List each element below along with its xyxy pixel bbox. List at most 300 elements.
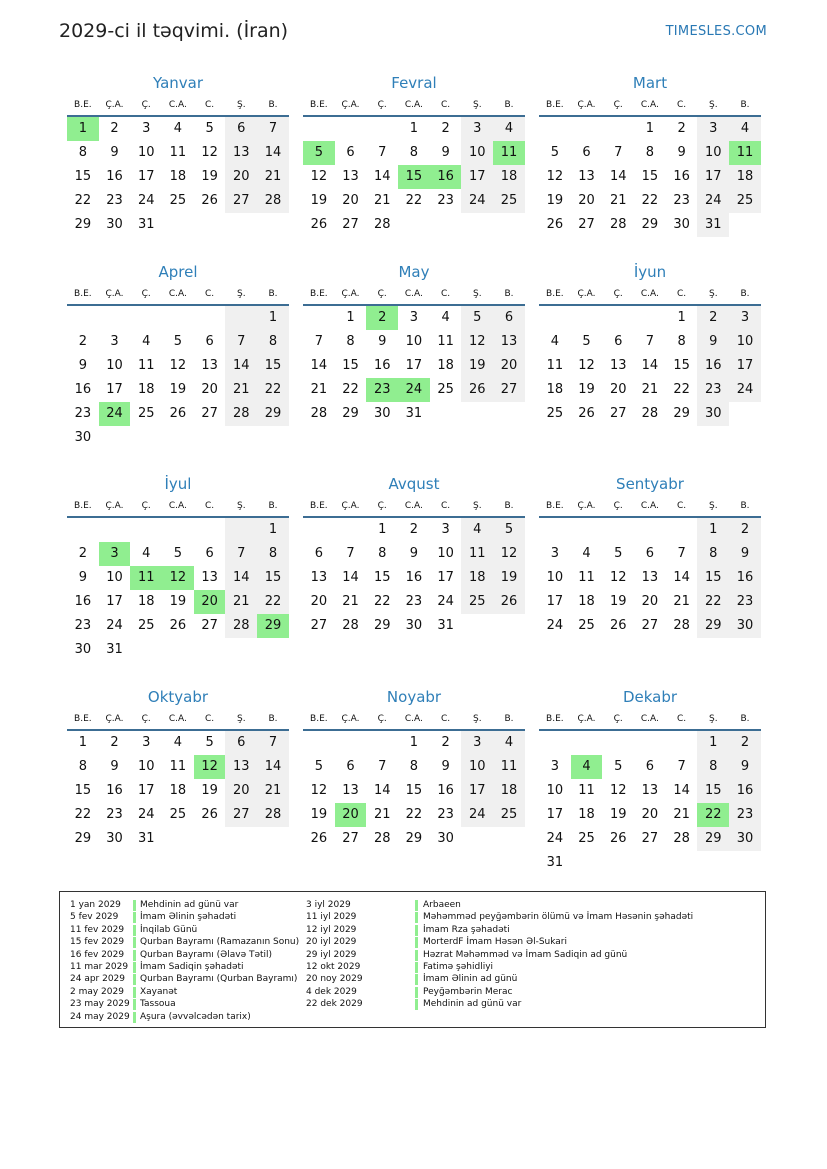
legend-color-bar <box>133 999 136 1010</box>
weekday-label: Ç. <box>613 100 623 110</box>
day-cell: 10 <box>461 141 493 165</box>
legend-row <box>70 936 305 948</box>
day-cell: 12 <box>169 358 187 373</box>
day-cell: 12 <box>609 783 627 798</box>
day-cell: 8 <box>409 145 419 160</box>
day-cell: 9 <box>378 334 387 349</box>
day-cell: 9 <box>78 570 87 585</box>
day-cell: 9 <box>110 145 119 160</box>
day-cell: 28 <box>225 614 257 638</box>
day-cell: 29 <box>697 614 729 638</box>
weekday-label: C. <box>441 100 451 110</box>
weekday-label: Ş. <box>708 501 718 511</box>
day-cell: 4 <box>173 735 183 750</box>
day-cell: 31 <box>137 217 155 232</box>
weekday-label: Ş. <box>472 714 482 724</box>
day-cell: 21 <box>673 807 690 822</box>
day-cell: 6 <box>582 145 591 160</box>
day-cell: 21 <box>257 779 289 803</box>
day-cell: 16 <box>729 566 761 590</box>
day-cell: 8 <box>346 334 355 349</box>
day-cell: 21 <box>310 382 328 397</box>
day-cell: 5 <box>550 145 559 160</box>
weekday-label: Ç.A. <box>341 100 360 110</box>
weekday-label: B.E. <box>74 501 92 511</box>
day-cell: 12 <box>201 145 218 160</box>
day-cell: 22 <box>697 590 729 614</box>
legend-holiday-name: İmam Sadiqin şəhadəti <box>140 961 244 972</box>
legend-row <box>306 899 756 911</box>
day-cell: 4 <box>729 117 761 141</box>
legend-holiday-name: Həzrat Məhəmməd və İmam Sadiqin ad günü <box>423 949 628 960</box>
day-cell: 9 <box>441 759 450 774</box>
weekday-label: B.E. <box>74 714 92 724</box>
weekday-label: Ç. <box>141 714 151 724</box>
day-cell: 3 <box>142 735 151 750</box>
weekday-label: Ç.A. <box>105 100 124 110</box>
legend-holiday-name: İmam Əlinin şəhadəti <box>140 912 237 923</box>
weekday-header <box>67 494 289 518</box>
day-cell: 17 <box>697 165 729 189</box>
day-cell: 20 <box>194 590 226 614</box>
month-name: Fevral <box>391 74 437 92</box>
day-cell: 5 <box>314 759 323 774</box>
weekday-header <box>303 707 525 731</box>
day-cell: 20 <box>493 354 525 378</box>
legend-holiday-name: Aşura (əvvəlcədən tarix) <box>140 1011 251 1022</box>
legend-holiday-name: MorterdF İmam Həsən Əl-Sukari <box>423 937 568 948</box>
day-cell: 24 <box>461 803 493 827</box>
day-cell: 4 <box>461 518 493 542</box>
day-cell: 28 <box>641 406 659 421</box>
month-10 <box>303 687 525 851</box>
day-grid <box>67 117 289 237</box>
day-cell: 4 <box>142 546 151 561</box>
day-cell: 12 <box>493 542 525 566</box>
day-cell: 2 <box>366 306 398 330</box>
day-cell: 29 <box>405 831 423 846</box>
day-cell: 22 <box>74 193 92 208</box>
day-cell: 29 <box>257 614 289 638</box>
month-1 <box>303 73 525 237</box>
day-cell: 10 <box>697 141 729 165</box>
empty-cell <box>634 731 666 755</box>
day-cell: 11 <box>546 358 564 373</box>
legend-holiday-name: Qurban Bayramı (Əlavə Tətil) <box>140 949 273 960</box>
day-cell: 27 <box>310 618 328 633</box>
legend-date: 23 may 2029 <box>70 999 130 1010</box>
weekday-header <box>539 494 761 518</box>
legend-color-bar <box>133 937 136 948</box>
day-cell: 28 <box>673 831 690 846</box>
day-cell: 17 <box>546 807 564 822</box>
day-cell: 15 <box>673 358 690 373</box>
month-name: İyun <box>633 263 667 281</box>
day-cell: 1 <box>78 735 87 750</box>
empty-cell <box>366 117 398 141</box>
day-cell: 24 <box>729 378 761 402</box>
day-cell: 25 <box>578 831 595 846</box>
weekday-label: B. <box>268 289 278 299</box>
day-cell: 13 <box>225 755 257 779</box>
day-cell: 10 <box>106 570 123 585</box>
legend-row <box>306 924 756 936</box>
empty-cell <box>162 518 194 542</box>
legend-row <box>70 973 305 985</box>
day-cell: 2 <box>110 121 119 136</box>
day-cell: 22 <box>74 807 92 822</box>
day-cell: 12 <box>162 566 194 590</box>
day-cell: 20 <box>335 803 367 827</box>
legend-date: 12 okt 2029 <box>306 961 361 972</box>
day-cell: 17 <box>461 165 493 189</box>
day-cell: 3 <box>110 334 119 349</box>
day-cell: 14 <box>225 354 257 378</box>
day-cell: 24 <box>137 807 155 822</box>
day-cell: 26 <box>609 831 627 846</box>
legend-column-right <box>306 899 756 1011</box>
legend-color-bar <box>133 1012 136 1023</box>
empty-cell <box>162 306 194 330</box>
empty-cell <box>366 731 398 755</box>
day-cell: 13 <box>225 141 257 165</box>
legend-color-bar <box>415 925 418 936</box>
day-cell: 5 <box>493 518 525 542</box>
month-name: İyul <box>164 475 192 493</box>
day-cell: 11 <box>493 755 525 779</box>
empty-cell <box>130 518 162 542</box>
day-cell: 10 <box>546 783 564 798</box>
weekday-label: B. <box>740 714 750 724</box>
day-cell: 17 <box>137 169 155 184</box>
legend-holiday-name: Xayanət <box>140 986 178 997</box>
month-name: Mart <box>632 74 668 92</box>
day-cell: 27 <box>578 217 595 232</box>
day-cell: 8 <box>378 546 387 561</box>
weekday-label: B.E. <box>546 501 564 511</box>
weekday-label: C. <box>205 100 215 110</box>
day-cell: 3 <box>99 542 131 566</box>
legend-holiday-name: Mehdinin ad günü var <box>423 999 522 1010</box>
day-cell: 29 <box>257 402 289 426</box>
day-cell: 8 <box>78 759 87 774</box>
day-cell: 26 <box>201 807 218 822</box>
weekday-label: Ç. <box>377 289 387 299</box>
day-cell: 7 <box>677 759 686 774</box>
day-cell: 3 <box>142 121 151 136</box>
legend-color-bar <box>133 900 136 911</box>
day-grid <box>539 731 761 875</box>
day-cell: 14 <box>673 783 690 798</box>
empty-cell <box>571 731 603 755</box>
legend-holiday-name: Tassoua <box>140 999 176 1010</box>
day-cell: 21 <box>257 165 289 189</box>
day-cell: 17 <box>405 358 423 373</box>
day-cell: 1 <box>257 518 289 542</box>
legend-color-bar <box>133 912 136 923</box>
day-cell: 6 <box>645 546 655 561</box>
weekday-label: C.A. <box>404 714 423 724</box>
empty-cell <box>99 306 131 330</box>
empty-cell <box>571 306 603 330</box>
day-cell: 5 <box>303 141 335 165</box>
day-cell: 4 <box>493 731 525 755</box>
month-4 <box>303 262 525 426</box>
weekday-label: C.A. <box>168 714 187 724</box>
month-name: May <box>398 263 430 281</box>
day-cell: 24 <box>137 193 155 208</box>
day-cell: 26 <box>201 193 218 208</box>
day-cell: 9 <box>409 546 419 561</box>
day-cell: 23 <box>437 807 454 822</box>
legend-row <box>306 998 756 1010</box>
weekday-label: C.A. <box>640 714 659 724</box>
legend-color-bar <box>133 950 136 961</box>
empty-cell <box>303 117 335 141</box>
day-cell: 20 <box>578 193 595 208</box>
day-cell: 19 <box>201 169 218 184</box>
empty-cell <box>539 117 571 141</box>
day-cell: 20 <box>342 193 359 208</box>
day-cell: 4 <box>142 334 151 349</box>
weekday-label: C. <box>441 501 451 511</box>
day-cell: 14 <box>641 358 659 373</box>
day-cell: 30 <box>729 827 761 851</box>
day-cell: 5 <box>614 546 623 561</box>
day-cell: 6 <box>346 759 355 774</box>
day-cell: 6 <box>225 117 257 141</box>
empty-cell <box>99 518 131 542</box>
weekday-label: Ş. <box>236 714 246 724</box>
empty-cell <box>602 518 634 542</box>
day-cell: 6 <box>346 145 355 160</box>
day-cell: 30 <box>673 217 690 232</box>
weekday-label: Ç.A. <box>577 289 596 299</box>
day-cell: 15 <box>257 354 289 378</box>
day-cell: 7 <box>225 542 257 566</box>
weekday-header <box>303 93 525 117</box>
weekday-header <box>303 282 525 306</box>
weekday-label: C.A. <box>168 501 187 511</box>
month-9 <box>67 687 289 851</box>
day-cell: 19 <box>461 354 493 378</box>
day-cell: 1 <box>346 310 355 325</box>
legend-row <box>70 1011 305 1023</box>
weekday-label: C. <box>441 289 451 299</box>
weekday-label: B.E. <box>546 714 564 724</box>
legend-row <box>70 986 305 998</box>
day-cell: 27 <box>225 189 257 213</box>
day-cell: 21 <box>342 594 359 609</box>
day-cell: 30 <box>74 430 92 445</box>
weekday-label: Ç.A. <box>577 714 596 724</box>
day-cell: 25 <box>578 618 595 633</box>
day-cell: 22 <box>405 193 423 208</box>
day-cell: 10 <box>729 330 761 354</box>
day-cell: 11 <box>729 141 761 165</box>
day-cell: 22 <box>373 594 391 609</box>
weekday-label: Ş. <box>708 714 718 724</box>
day-cell: 29 <box>697 827 729 851</box>
legend-date: 12 iyl 2029 <box>306 924 357 935</box>
weekday-label: Ç.A. <box>577 501 596 511</box>
day-cell: 26 <box>493 590 525 614</box>
day-cell: 29 <box>641 217 659 232</box>
weekday-label: B.E. <box>310 100 328 110</box>
weekday-label: Ç. <box>141 501 151 511</box>
brand-link[interactable]: TIMESLES.COM <box>665 24 767 39</box>
day-cell: 23 <box>106 807 123 822</box>
day-cell: 10 <box>106 358 123 373</box>
day-cell: 9 <box>441 145 450 160</box>
legend-date: 4 dek 2029 <box>306 986 357 997</box>
empty-cell <box>539 306 571 330</box>
day-cell: 20 <box>310 594 328 609</box>
day-cell: 16 <box>437 783 454 798</box>
day-cell: 29 <box>673 406 690 421</box>
empty-cell <box>67 306 99 330</box>
day-cell: 24 <box>546 831 564 846</box>
day-cell: 12 <box>578 358 595 373</box>
day-cell: 10 <box>137 145 155 160</box>
legend-row <box>306 986 756 998</box>
day-cell: 14 <box>225 566 257 590</box>
empty-cell <box>602 306 634 330</box>
day-cell: 11 <box>493 141 525 165</box>
legend-row <box>306 936 756 948</box>
day-cell: 8 <box>645 145 655 160</box>
day-cell: 11 <box>578 783 595 798</box>
day-cell: 14 <box>673 570 690 585</box>
weekday-label: B.E. <box>310 289 328 299</box>
empty-cell <box>666 518 698 542</box>
empty-cell <box>602 731 634 755</box>
day-cell: 13 <box>641 570 659 585</box>
weekday-label: B. <box>740 501 750 511</box>
day-cell: 30 <box>729 614 761 638</box>
day-cell: 18 <box>137 382 155 397</box>
legend-holiday-name: Peyğəmbərin Merac <box>423 986 513 997</box>
day-cell: 26 <box>461 378 493 402</box>
day-cell: 20 <box>201 382 218 397</box>
day-cell: 19 <box>169 382 187 397</box>
day-cell: 28 <box>257 189 289 213</box>
legend-color-bar <box>133 925 136 936</box>
day-cell: 12 <box>609 570 627 585</box>
day-cell: 14 <box>310 358 328 373</box>
weekday-label: C. <box>677 501 687 511</box>
day-cell: 2 <box>441 121 450 136</box>
weekday-label: B.E. <box>74 100 92 110</box>
day-cell: 16 <box>673 169 690 184</box>
day-cell: 6 <box>645 759 655 774</box>
day-cell: 16 <box>373 358 391 373</box>
day-cell: 16 <box>405 570 423 585</box>
legend-holiday-name: Məhəmməd peyğəmbərin ölümü və İmam Həsənin şəhadəti <box>423 912 694 923</box>
day-cell: 5 <box>173 334 183 349</box>
day-cell: 31 <box>405 406 423 421</box>
weekday-header <box>539 707 761 731</box>
day-cell: 15 <box>74 783 92 798</box>
day-cell: 10 <box>437 546 454 561</box>
day-cell: 16 <box>430 165 462 189</box>
day-cell: 1 <box>409 121 419 136</box>
day-cell: 21 <box>641 382 659 397</box>
day-cell: 15 <box>697 779 729 803</box>
day-grid <box>303 731 525 851</box>
legend-date: 24 apr 2029 <box>70 974 126 985</box>
day-cell: 30 <box>697 402 729 426</box>
day-cell: 19 <box>310 193 328 208</box>
legend-color-bar <box>133 987 136 998</box>
legend-row <box>70 949 305 961</box>
day-cell: 24 <box>99 402 131 426</box>
day-cell: 11 <box>437 334 454 349</box>
weekday-label: Ç. <box>141 100 151 110</box>
day-cell: 22 <box>342 382 359 397</box>
day-cell: 18 <box>578 594 595 609</box>
day-cell: 30 <box>106 217 123 232</box>
day-cell: 25 <box>169 193 187 208</box>
legend-date: 22 dek 2029 <box>306 999 363 1010</box>
legend-date: 20 iyl 2029 <box>306 937 357 948</box>
day-cell: 13 <box>201 358 218 373</box>
day-cell: 2 <box>697 306 729 330</box>
day-cell: 26 <box>169 406 187 421</box>
day-cell: 24 <box>398 378 430 402</box>
day-cell: 26 <box>310 831 328 846</box>
empty-cell <box>666 731 698 755</box>
weekday-label: C.A. <box>404 100 423 110</box>
day-cell: 25 <box>729 189 761 213</box>
day-cell: 18 <box>137 594 155 609</box>
legend-holiday-name: İnqilab Günü <box>140 924 198 935</box>
day-cell: 15 <box>697 566 729 590</box>
weekday-label: Ç. <box>377 100 387 110</box>
day-cell: 13 <box>609 358 627 373</box>
day-cell: 18 <box>437 358 454 373</box>
month-name: Oktyabr <box>147 688 209 706</box>
legend-date: 16 fev 2029 <box>70 949 125 960</box>
day-cell: 4 <box>441 310 450 325</box>
day-cell: 1 <box>257 306 289 330</box>
day-cell: 31 <box>137 831 155 846</box>
day-cell: 12 <box>310 169 328 184</box>
day-cell: 21 <box>609 193 627 208</box>
day-cell: 19 <box>546 193 564 208</box>
day-cell: 7 <box>614 145 623 160</box>
day-cell: 21 <box>373 193 391 208</box>
weekday-label: C.A. <box>404 501 423 511</box>
legend-holiday-name: İmam Rza şəhadəti <box>423 924 510 935</box>
day-cell: 23 <box>697 378 729 402</box>
month-7 <box>303 474 525 638</box>
weekday-label: Ç.A. <box>105 714 124 724</box>
day-cell: 13 <box>493 330 525 354</box>
day-cell: 15 <box>398 165 430 189</box>
day-cell: 13 <box>342 169 359 184</box>
weekday-label: C. <box>205 714 215 724</box>
day-cell: 17 <box>106 594 123 609</box>
weekday-header <box>67 707 289 731</box>
day-cell: 24 <box>697 189 729 213</box>
legend-holiday-name: İmam Əlinin ad günü <box>423 974 518 985</box>
legend-color-bar <box>133 974 136 985</box>
day-cell: 25 <box>461 590 493 614</box>
day-cell: 24 <box>437 594 454 609</box>
weekday-label: C.A. <box>640 501 659 511</box>
day-cell: 6 <box>225 731 257 755</box>
